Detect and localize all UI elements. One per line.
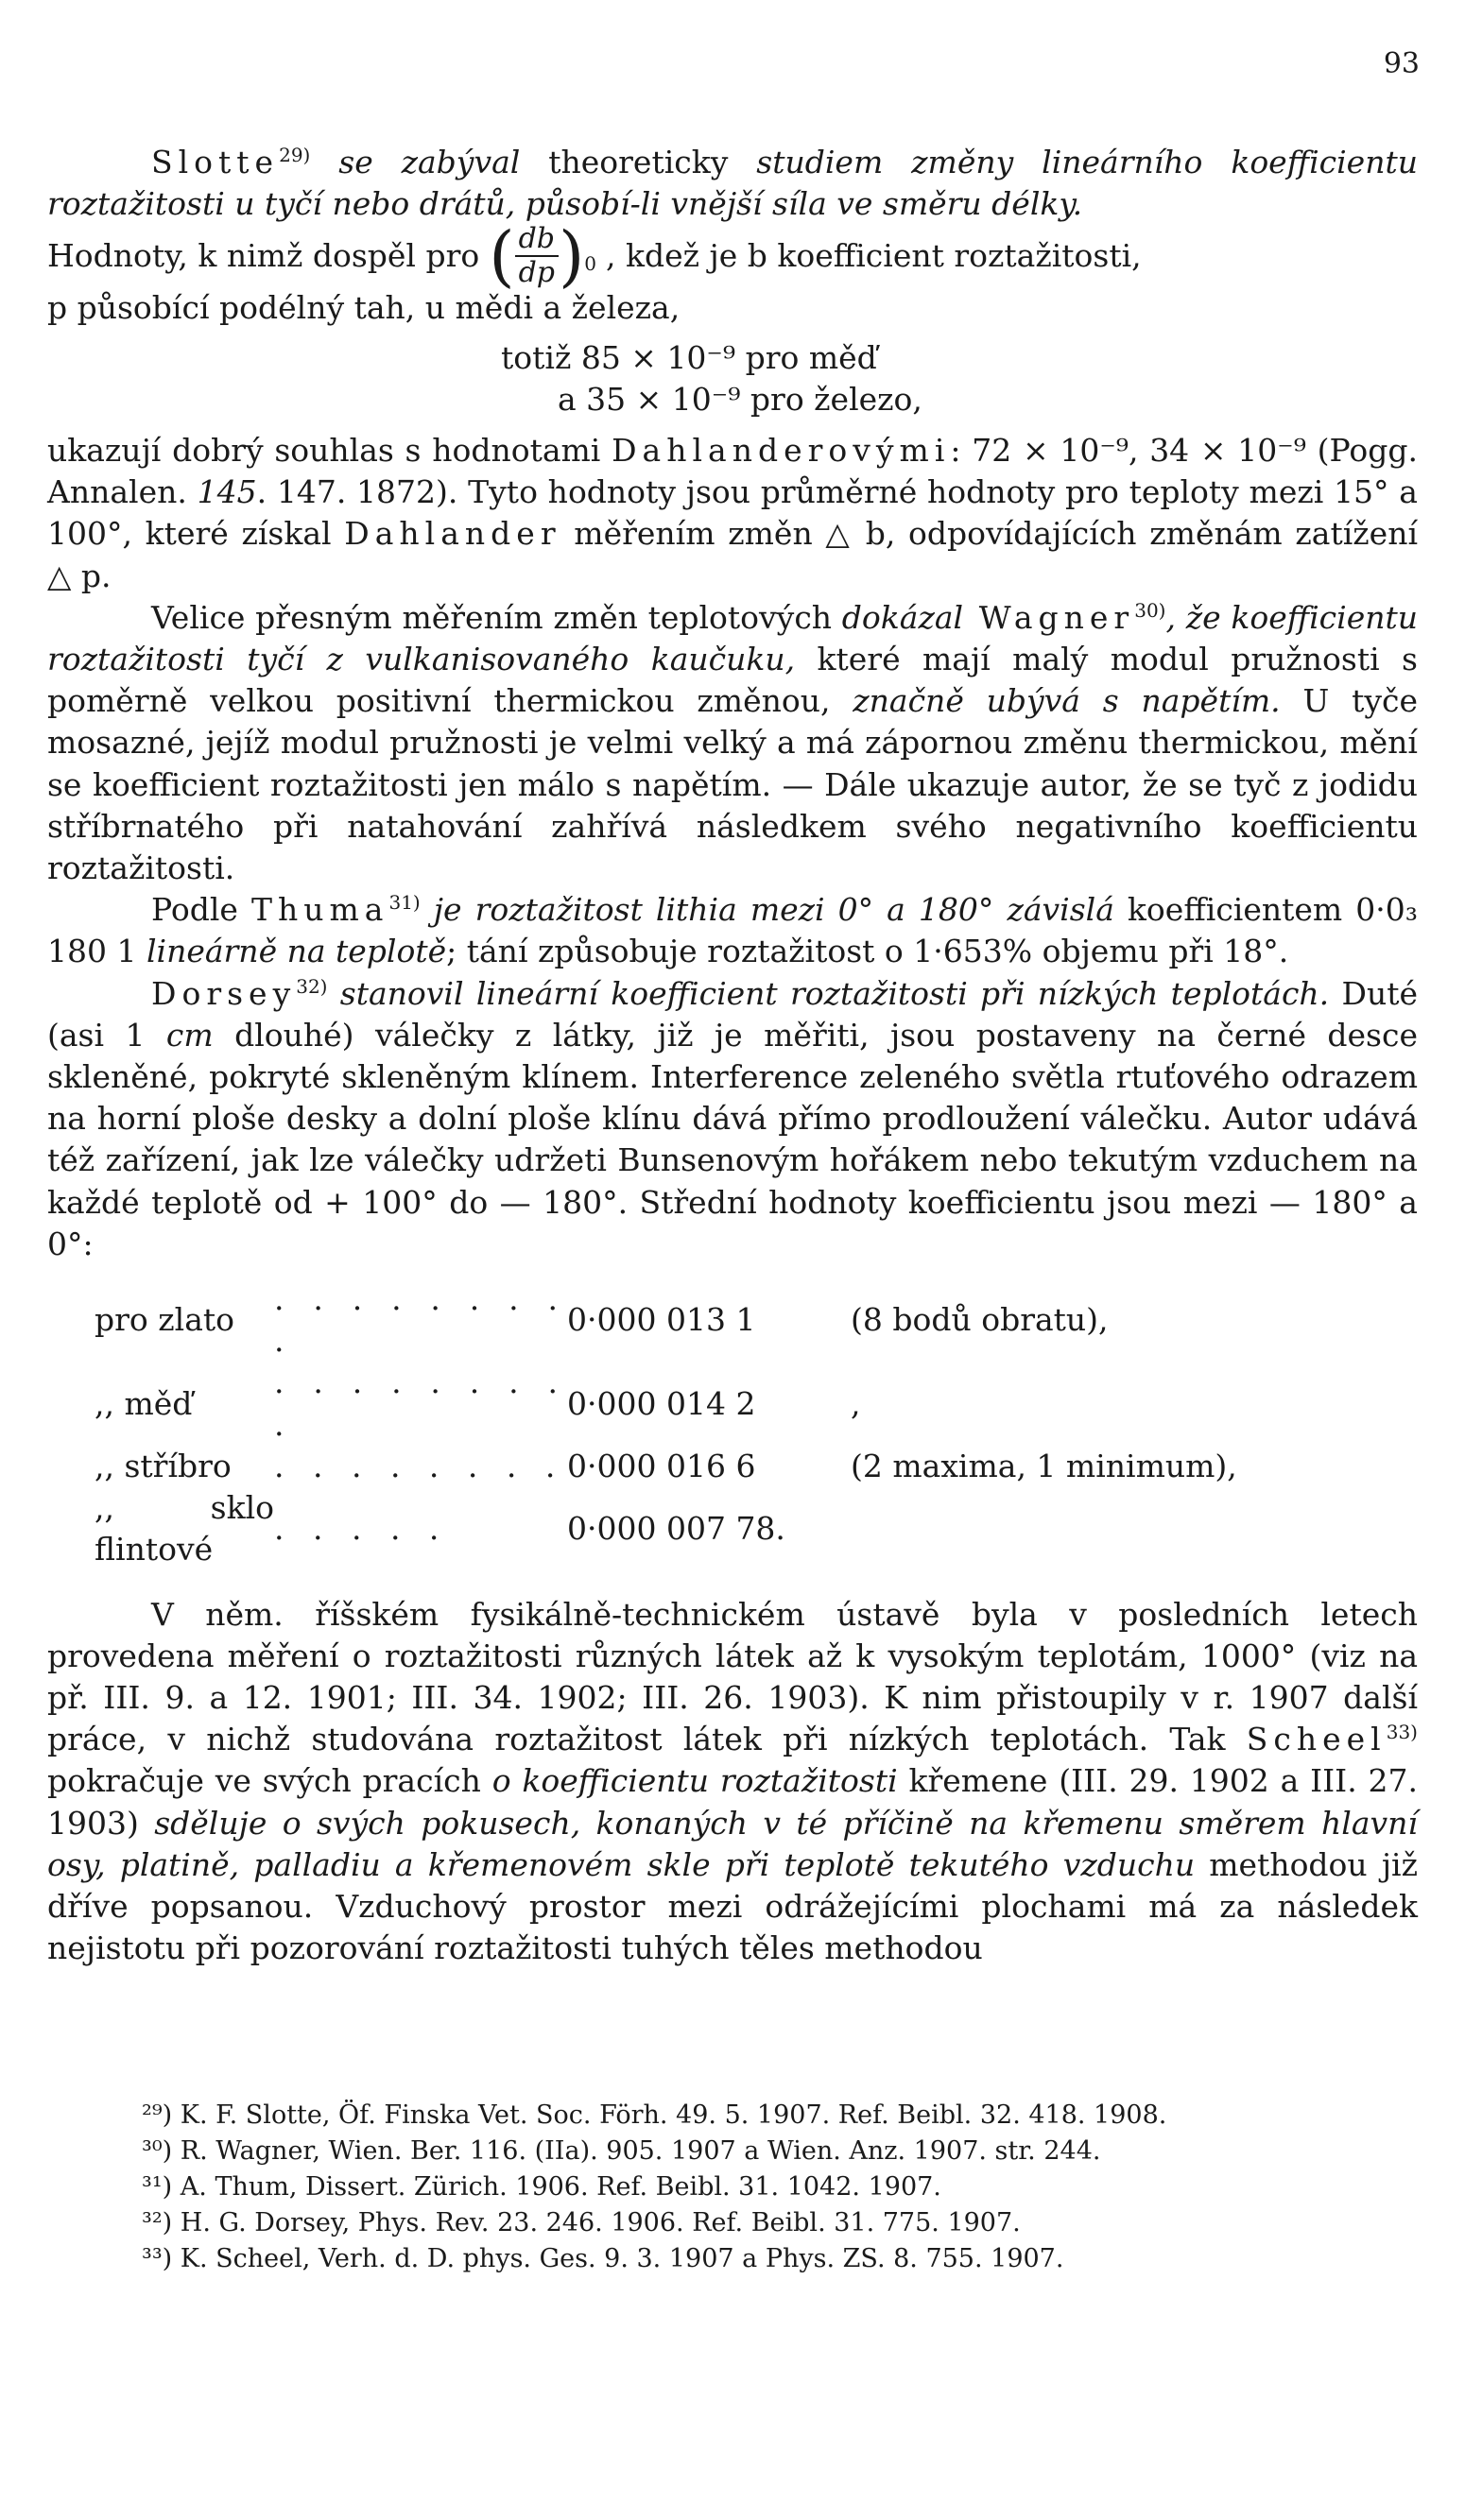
subscript: 0 xyxy=(584,251,597,275)
footnote-mark: ³⁰) xyxy=(142,2136,173,2166)
paragraph-scheel xyxy=(47,1594,1418,1970)
text: Duté (asi 1 xyxy=(47,974,1418,1054)
italic-text: značně ubývá s napětím. xyxy=(853,682,1281,720)
footnote-text: K. Scheel, Verh. d. D. phys. Ges. 9. 3. 1907 a Phys. ZS. 8. 755. 1907. xyxy=(180,2244,1064,2273)
author-name: Dahlanderovými xyxy=(612,432,951,470)
author-name: Dorsey xyxy=(151,974,297,1012)
fraction xyxy=(515,223,559,290)
italic-text: cm xyxy=(165,1016,214,1054)
text: křemene (III. 29. 1902 a III. 27. 1903) xyxy=(47,1762,1419,1842)
italic-text: , že koefficientu roztažitosti tyčí z vulkanisovaného kaučuku, xyxy=(47,598,1418,678)
text: U tyče mosazné, jejíž modul pružnosti je velmi velký a má zápornou změnu thermickou, mění se koefficient roztažitosti jen málo s napětím. — Dále ukazuje autor, že se tyč z jodidu stříbrnatého při natahování zahřívá následkem svého negativního koefficientu roztažitosti. xyxy=(47,682,1419,887)
author-name: Dahlander xyxy=(344,515,561,553)
table-cell: 0·000 016 6 xyxy=(567,1447,756,1484)
table-cell xyxy=(851,1487,1237,1570)
footnote-ref: 33) xyxy=(1386,1721,1418,1744)
text: Podle xyxy=(151,891,251,929)
text: : 72 × 10⁻⁹, 34 × 10⁻⁹ (Pogg. Annalen. xyxy=(47,432,1419,511)
text: , kdež je b koefficient roztažitosti, xyxy=(606,237,1142,275)
italic-text: o koefficientu roztažitosti xyxy=(491,1762,898,1800)
text: Velice přesným měřením změn teplotových xyxy=(151,598,842,636)
table-cell: 0·000 014 2 xyxy=(567,1384,756,1422)
footnote-text: H. G. Dorsey, Phys. Rev. 23. 246. 1906. Ref. Beibl. 31. 775. 1907. xyxy=(180,2208,1021,2237)
paragraph-text: p působící podélný tah, u mědi a železa, xyxy=(47,289,681,327)
table-row xyxy=(85,1362,1237,1445)
table-cell: . . . . . . . . . xyxy=(274,1280,567,1360)
table-cell: ,, sklo flintové xyxy=(95,1489,274,1569)
text: ; tání způsobuje roztažitost o 1·653% objemu při 18°. xyxy=(446,933,1289,970)
author-name: Wagner xyxy=(963,598,1135,636)
footnote-text: K. F. Slotte, Öf. Finska Vet. Soc. Förh. 49. 5. 1907. Ref. Beibl. 32. 418. 1908. xyxy=(180,2100,1167,2130)
text: V něm. říšském fysikálně-technickém ústavě byla v posledních letech provedena měření o roztažitosti různých látek až k vysokým teplotám, 1000° (viz na př. III. 9. a 12. 1901; III. 34. 1902; III. 26. 1903). K nim přistoupily v r. 1907 další práce, v nichž studována roztažitost látek při nízkých teplotách. Tak xyxy=(47,1595,1418,1758)
italic-text: dokázal xyxy=(841,598,964,636)
table-cell: . . . . . . . . . xyxy=(274,1363,567,1443)
italic-text: je roztažitost lithia mezi 0° a 180° závislá xyxy=(420,891,1114,929)
footnote-mark: ³³) xyxy=(142,2244,173,2273)
main-text xyxy=(47,142,1418,1969)
footnote-text: A. Thum, Dissert. Zürich. 1906. Ref. Beibl. 31. 1042. 1907. xyxy=(180,2172,941,2202)
table-cell: (2 maxima, 1 minimum), xyxy=(851,1447,1237,1484)
table-cell: ,, měď xyxy=(95,1384,193,1422)
page-number: 93 xyxy=(1383,47,1420,80)
text: ukazují dobrý souhlas s hodnotami xyxy=(47,432,612,470)
table-cell: . . . . . . . . xyxy=(274,1447,565,1484)
text: které mají malý modul pružnosti s poměrně velkou positivní thermickou změnou, xyxy=(47,641,1418,720)
equation-2: a 35 × 10⁻⁹ pro železo, xyxy=(558,380,922,418)
footnote-text: R. Wagner, Wien. Ber. 116. (IIa). 905. 1907 a Wien. Anz. 1907. str. 244. xyxy=(180,2136,1101,2166)
footnote-ref: 31) xyxy=(388,891,421,915)
table-cell: 0·000 013 1 xyxy=(567,1301,756,1339)
footnotes xyxy=(47,2098,1418,2277)
table-cell: (8 bodů obratu), xyxy=(851,1301,1109,1339)
text: . 147. 1872). Tyto hodnoty jsou průměrné hodnoty pro teploty mezi 15° a 100°, které získal xyxy=(47,473,1418,553)
footnote xyxy=(47,2169,1418,2205)
footnote xyxy=(47,2134,1418,2169)
text: koefficientem 0·0₃ 180 1 xyxy=(47,891,1418,970)
italic-text: studiem změny lineárního koefficientu roztažitosti u tyčí nebo drátů, působí-li vnější síla ve směru délky. xyxy=(47,144,1418,223)
footnote-ref: 32) xyxy=(296,974,328,998)
paragraph-formula xyxy=(47,217,1418,296)
footnote-mark: ³¹) xyxy=(142,2172,173,2202)
table-cell: pro zlato xyxy=(95,1301,235,1339)
table-cell: . . . . . xyxy=(274,1510,449,1548)
paragraph-slotte xyxy=(47,142,1418,225)
footnote-mark: ²⁹) xyxy=(142,2100,173,2130)
text: dlouhé) válečky z látky, již je měřiti, jsou postaveny na černé desce skleněné, pokryté skleněným klínem. Interference zeleného světla rtuťového odrazem na horní ploše desky a dolní ploše klínu dává přímo prodloužení válečku. Autor udává též zařízení, jak lze válečky udržeti Bunsenovým hořákem nebo tekutým vzduchem na každé teplotě od + 100° do — 180°. Střední hodnoty koefficientu jsou mezi — 180° a 0°: xyxy=(47,1016,1418,1262)
italic-text: se zabýval xyxy=(310,144,521,180)
table-row xyxy=(85,1278,1237,1362)
text: Hodnoty, k nimž dospěl pro xyxy=(47,237,480,275)
text: theoreticky xyxy=(520,144,757,180)
paragraph-dorsey xyxy=(47,973,1418,1265)
author-name: Scheel xyxy=(1246,1721,1387,1758)
equation-1: totiž 85 × 10⁻⁹ pro měď xyxy=(501,338,877,376)
paren-right: ) xyxy=(558,217,585,296)
volume: 145 xyxy=(197,473,257,511)
footnote xyxy=(47,2241,1418,2277)
derivative-formula xyxy=(489,217,597,296)
values-table xyxy=(85,1278,1237,1570)
paren-left: ( xyxy=(489,217,515,296)
footnote-mark: ³²) xyxy=(142,2208,173,2237)
denominator: dp xyxy=(518,256,555,290)
footnote xyxy=(47,2098,1418,2134)
footnote-ref: 29) xyxy=(279,144,311,166)
paragraph-dahlander xyxy=(47,430,1418,597)
italic-text: sděluje o svých pokusech, konaných v té příčině na křemenu směrem hlavní osy, platině, palladiu a křemenovém skle při teplotě tekutého vzduchu xyxy=(47,1804,1418,1883)
text: pokračuje ve svých pracích xyxy=(47,1762,492,1800)
table-cell: 0·000 007 78. xyxy=(567,1510,785,1548)
paragraph-wagner xyxy=(47,597,1418,889)
table-row xyxy=(85,1446,1237,1487)
italic-text: stanovil lineární koefficient roztažitosti při nízkých teplotách. xyxy=(327,974,1330,1012)
paragraph-thum xyxy=(47,889,1418,972)
table-cell: ,, stříbro xyxy=(95,1447,232,1484)
footnote xyxy=(47,2205,1418,2241)
text: měřením změn △ b, odpovídajících změnám zatížení △ p. xyxy=(47,515,1419,594)
table-row xyxy=(85,1487,1237,1570)
text: methodou již dříve popsanou. Vzduchový prostor mezi odrážejícími plochami má za následek nejistotu při pozorování roztažitosti tuhých těles methodou xyxy=(47,1845,1418,1967)
italic-text: lineárně na teplotě xyxy=(146,933,447,970)
author-name: Slotte xyxy=(151,144,280,180)
numerator: db xyxy=(515,223,559,258)
footnote-ref: 30) xyxy=(1134,598,1166,622)
table-cell: , xyxy=(851,1384,861,1422)
author-name: Thuma xyxy=(251,891,389,929)
